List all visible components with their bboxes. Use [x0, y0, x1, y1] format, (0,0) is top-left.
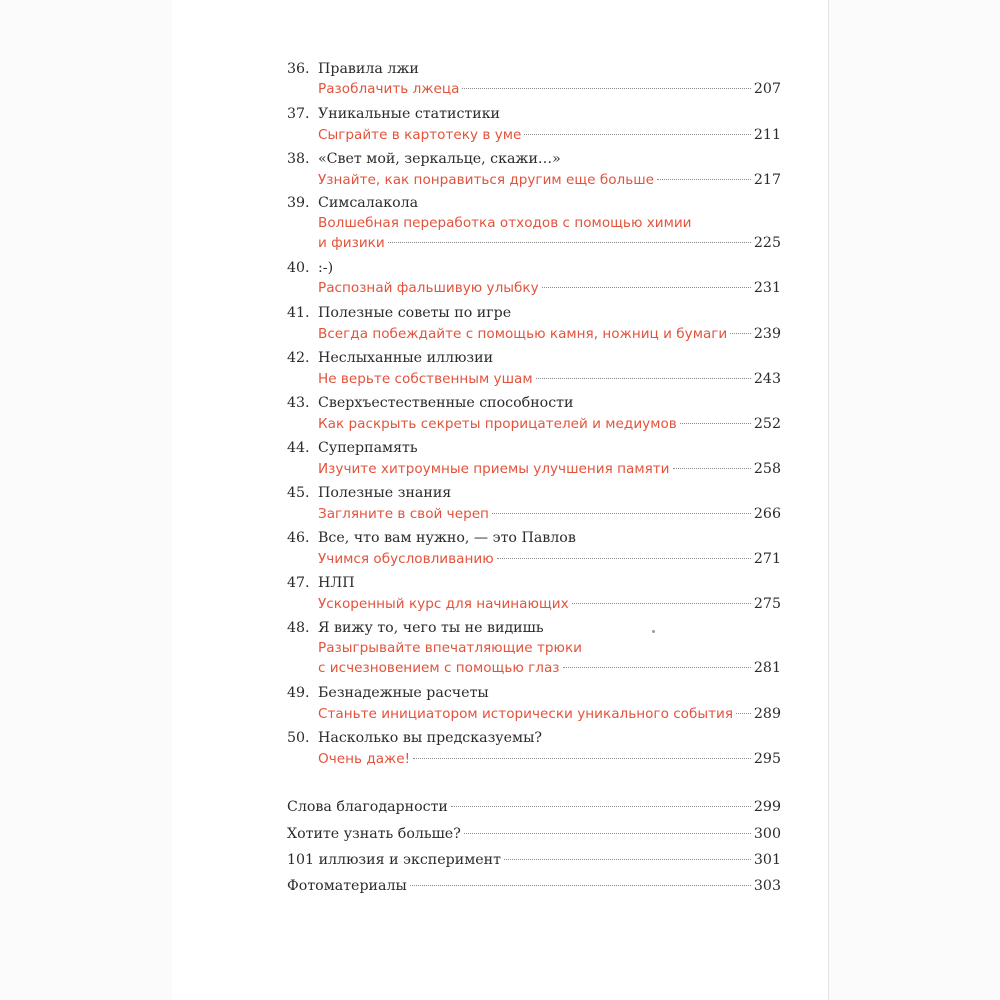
page-number: 275: [753, 596, 781, 612]
page-number: 231: [753, 280, 781, 296]
leader-dots: [451, 806, 751, 807]
chapter-number: 36.: [287, 61, 310, 77]
chapter-subtitle: Всегда побеждайте с помощью камня, ножниц и бумаги: [318, 326, 728, 342]
chapter-title: Суперпамять: [318, 440, 418, 456]
leader-dots: [563, 667, 751, 668]
chapter-title: Правила лжи: [318, 61, 419, 77]
chapter-subtitle-line: [318, 638, 781, 658]
chapter-title-line: [287, 393, 573, 413]
chapter-title-line: [287, 438, 418, 458]
chapter-subtitle: Загляните в свой череп: [318, 506, 489, 522]
leader-dots: [388, 242, 751, 243]
chapter-number: 40.: [287, 260, 310, 276]
page-number: 299: [753, 799, 781, 815]
chapter-title-line: [287, 193, 418, 213]
chapter-subtitle-line: [318, 504, 781, 524]
chapter-subtitle-line: [318, 233, 781, 253]
chapter-title-line: [287, 573, 355, 593]
leader-dots: [730, 333, 751, 334]
chapter-title-line: [287, 483, 451, 503]
page-number: 243: [753, 371, 781, 387]
page-number: 289: [753, 706, 781, 722]
chapter-number: 37.: [287, 106, 310, 122]
chapter-number: 41.: [287, 305, 310, 321]
chapter-subtitle-line: [318, 549, 781, 569]
chapter-title-line: [287, 348, 493, 368]
chapter-number: 38.: [287, 151, 310, 167]
chapter-title-line: [287, 59, 419, 79]
leader-dots: [524, 134, 751, 135]
page-number: 300: [753, 826, 781, 842]
leader-dots: [497, 558, 751, 559]
chapter-subtitle-line: [318, 704, 781, 724]
chapter-number: 43.: [287, 395, 310, 411]
toc-back-matter-acknowledgements: [287, 797, 781, 817]
paper-speck: [652, 630, 655, 633]
chapter-number: 42.: [287, 350, 310, 366]
chapter-subtitle-line: [318, 213, 781, 233]
chapter-title-line: [287, 258, 333, 278]
chapter-subtitle: Как раскрыть секреты прорицателей и медиумов: [318, 416, 677, 432]
chapter-subtitle-line: [318, 79, 781, 99]
back-matter-title: 101 иллюзия и эксперимент: [287, 852, 501, 868]
leader-dots: [542, 287, 751, 288]
chapter-subtitle-line: [318, 658, 781, 678]
chapter-subtitle: и физики: [318, 235, 385, 251]
page-number: 281: [753, 660, 781, 676]
chapter-title-line: [287, 618, 544, 638]
leader-dots: [464, 833, 751, 834]
chapter-subtitle-line: [318, 278, 781, 298]
back-matter-title: Слова благодарности: [287, 799, 448, 815]
back-matter-title: Хотите узнать больше?: [287, 826, 461, 842]
chapter-number: 39.: [287, 195, 310, 211]
page-number: 258: [753, 461, 781, 477]
toc-back-matter-illusions: [287, 850, 781, 870]
page-number: 266: [753, 506, 781, 522]
chapter-subtitle-line: [318, 414, 781, 434]
chapter-title-line: [287, 149, 561, 169]
chapter-subtitle-line: [318, 594, 781, 614]
leader-dots: [462, 88, 750, 89]
chapter-subtitle: с исчезновением с помощью глаз: [318, 660, 560, 676]
page-number: 252: [753, 416, 781, 432]
leader-dots: [657, 179, 751, 180]
page-number: 295: [753, 751, 781, 767]
chapter-subtitle: Разыгрывайте впечатляющие трюки: [318, 640, 582, 656]
chapter-subtitle-line: [318, 459, 781, 479]
leader-dots: [504, 859, 751, 860]
chapter-title: Все, что вам нужно, — это Павлов: [318, 530, 576, 546]
chapter-subtitle-line: [318, 369, 781, 389]
leader-dots: [410, 885, 751, 886]
chapter-subtitle: Сыграйте в картотеку в уме: [318, 127, 522, 143]
chapter-title: :-): [318, 260, 334, 276]
page-number: 207: [753, 81, 781, 97]
leader-dots: [536, 378, 751, 379]
chapter-title: Неслыханные иллюзии: [318, 350, 494, 366]
chapter-number: 47.: [287, 575, 310, 591]
back-matter-title: Фотоматериалы: [287, 878, 407, 894]
chapter-subtitle: Разоблачить лжеца: [318, 81, 460, 97]
chapter-subtitle: Не верьте собственным ушам: [318, 371, 533, 387]
leader-dots: [413, 758, 751, 759]
chapter-subtitle: Распознай фальшивую улыбку: [318, 280, 539, 296]
leader-dots: [673, 468, 751, 469]
chapter-title: Безнадежные расчеты: [318, 685, 489, 701]
leader-dots: [680, 423, 751, 424]
toc-back-matter-photos: [287, 876, 781, 896]
chapter-title: Уникальные статистики: [318, 106, 501, 122]
leader-dots: [572, 603, 751, 604]
chapter-title-line: [287, 728, 542, 748]
chapter-title: Полезные советы по игре: [318, 305, 512, 321]
chapter-number: 44.: [287, 440, 310, 456]
chapter-subtitle-line: [318, 125, 781, 145]
chapter-number: 48.: [287, 620, 310, 636]
chapter-subtitle: Волшебная переработка отходов с помощью химии: [318, 215, 692, 231]
chapter-number: 46.: [287, 530, 310, 546]
chapter-title: НЛП: [318, 575, 355, 591]
toc-back-matter-further-reading: [287, 824, 781, 844]
chapter-subtitle: Очень даже!: [318, 751, 411, 767]
chapter-subtitle: Узнайте, как понравиться другим еще больше: [318, 172, 655, 188]
page-number: 211: [753, 127, 781, 143]
chapter-subtitle-line: [318, 749, 781, 769]
chapter-title-line: [287, 683, 489, 703]
chapter-title: Симсалакола: [318, 195, 419, 211]
page-number: 271: [753, 551, 781, 567]
chapter-title-line: [287, 104, 500, 124]
page-number: 239: [753, 326, 781, 342]
chapter-number: 49.: [287, 685, 310, 701]
chapter-title: Сверхъестественные способности: [318, 395, 574, 411]
page-number: 303: [753, 878, 781, 894]
chapter-number: 45.: [287, 485, 310, 501]
chapter-title: Полезные знания: [318, 485, 452, 501]
leader-dots: [736, 713, 751, 714]
page-number: 217: [753, 172, 781, 188]
chapter-title: «Свет мой, зеркальце, скажи…»: [318, 151, 561, 167]
chapter-title: Я вижу то, чего ты не видишь: [318, 620, 544, 636]
chapter-title-line: [287, 528, 576, 548]
chapter-subtitle: Станьте инициатором исторически уникального события: [318, 706, 734, 722]
chapter-subtitle-line: [318, 324, 781, 344]
chapter-subtitle: Учимся обусловливанию: [318, 551, 494, 567]
chapter-subtitle: Ускоренный курс для начинающих: [318, 596, 569, 612]
chapter-subtitle-line: [318, 170, 781, 190]
chapter-title: Насколько вы предсказуемы?: [318, 730, 542, 746]
leader-dots: [492, 513, 751, 514]
chapter-subtitle: Изучите хитроумные приемы улучшения памяти: [318, 461, 670, 477]
page-number: 301: [753, 852, 781, 868]
chapter-number: 50.: [287, 730, 310, 746]
chapter-title-line: [287, 303, 511, 323]
page-number: 225: [753, 235, 781, 251]
